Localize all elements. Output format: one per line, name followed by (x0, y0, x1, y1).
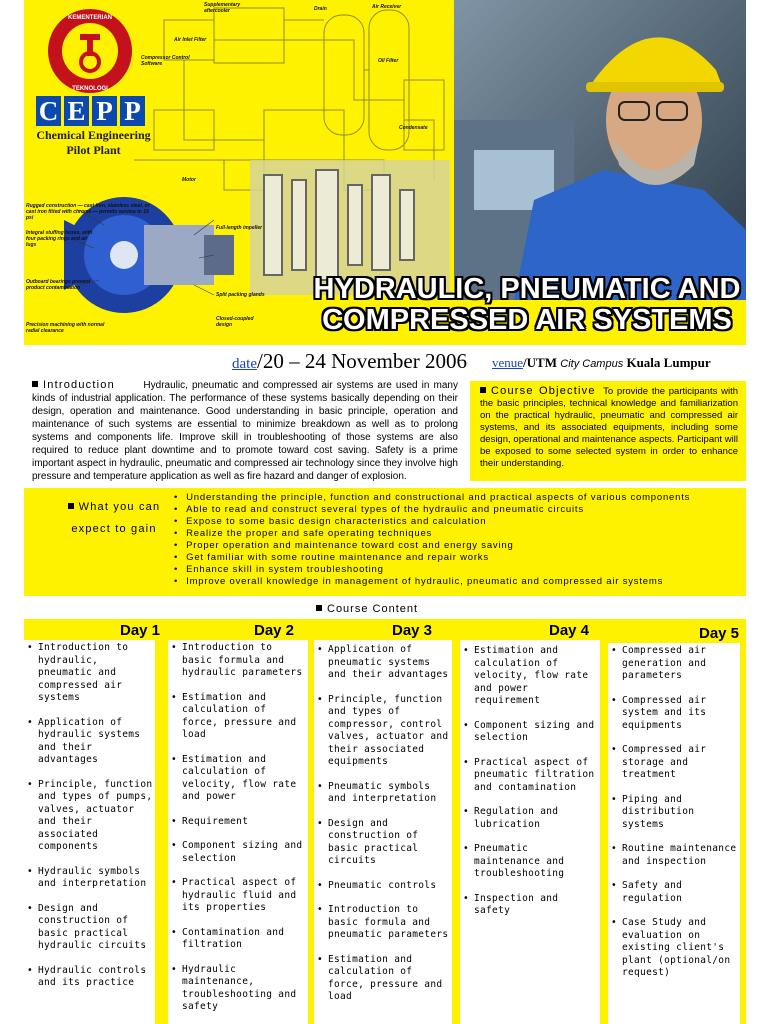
list-item: • Compressed air system and its equipments (608, 695, 740, 733)
bullet-square-icon (32, 381, 38, 387)
list-item: • Able to read and construct several types of the hydraulic and pneumatic circuits (174, 504, 744, 516)
callout-label: Air Inlet Filter (174, 37, 207, 43)
svg-text:KEMENTERIAN: KEMENTERIAN (67, 15, 113, 21)
hero-banner (24, 0, 746, 345)
callout-label: Oil Filter (378, 58, 399, 64)
university-seal-logo (36, 6, 144, 96)
list-item: • Estimation and calculation of velocity, flow rate and power (168, 754, 308, 804)
course-objective-section (470, 381, 746, 481)
logo-letter: C (36, 96, 61, 126)
day-4-column (460, 640, 600, 1024)
list-item: • Principle, function and types of compressor, control valves, actuator and their associated equipments (314, 694, 452, 769)
list-item: • Get familiar with some routine maintenance and repair works (174, 552, 744, 564)
callout-label: Motor (182, 177, 196, 183)
day-3-title: Day 3 (392, 622, 433, 639)
list-item: • Contamination and filtration (168, 927, 308, 952)
date-label: date (232, 356, 257, 372)
day-2-column (168, 640, 308, 1024)
event-date (232, 349, 467, 374)
cepp-logo (36, 96, 151, 156)
event-venue (492, 355, 711, 371)
logo-subtitle: Chemical Engineering (36, 128, 151, 142)
callout-label: Split packing glands (216, 292, 265, 298)
list-item: • Design and construction of basic practical circuits (314, 818, 452, 868)
day-1-title: Day 1 (120, 622, 161, 639)
day-1-column (24, 640, 155, 1024)
list-item: • Hydraulic symbols and interpretation (24, 866, 155, 891)
list-item: • Introduction to basic formula and hydraulic parameters (168, 642, 308, 680)
course-title (309, 274, 745, 336)
list-item: • Pneumatic symbols and interpretation (314, 781, 452, 806)
list-item: • Requirement (168, 816, 308, 829)
callout-label: Compressor Control Software (141, 55, 190, 67)
day-5-column (608, 643, 740, 1024)
logo-letter: P (120, 96, 145, 126)
svg-text:TEKNOLOGI: TEKNOLOGI (72, 86, 108, 92)
list-item: • Safety and regulation (608, 880, 740, 905)
venue-city: Kuala Lumpur (623, 355, 711, 370)
expectations-list (174, 492, 744, 588)
list-item: • Design and construction of basic practical hydraulic circuits (24, 903, 155, 953)
day-5-topics (608, 645, 740, 980)
expect-heading-line1: What you can (78, 501, 161, 513)
list-item: • Hydraulic controls and its practice (24, 965, 155, 990)
callout-label: Rugged construction — cast iron, stainless steel, or cast iron fitted with chrome — permits service to 15 psi (26, 203, 150, 221)
logo-letter: E (64, 96, 89, 126)
list-item: • Inspection and safety (460, 893, 600, 918)
list-item: • Estimation and calculation of force, pressure and load (168, 692, 308, 742)
list-item: • Estimation and calculation of force, pressure and load (314, 954, 452, 1004)
list-item: • Application of pneumatic systems and their advantages (314, 644, 452, 682)
list-item: • Improve overall knowledge in management of hydraulic, pneumatic and compressed air systems (174, 576, 744, 588)
callout-label: Condensate (399, 125, 428, 131)
venue-prefix: /UTM (523, 355, 561, 370)
list-item: • Proper operation and maintenance toward cost and energy saving (174, 540, 744, 552)
day-3-topics (314, 644, 452, 1004)
date-value: /20 – 24 November 2006 (256, 349, 467, 373)
callout-label: Drain (314, 6, 327, 12)
callout-label: Supplementary aftercooler (204, 2, 241, 14)
venue-campus: City Campus (560, 358, 624, 370)
introduction-section (32, 379, 458, 483)
course-schedule (24, 619, 746, 1024)
list-item: • Compressed air generation and parameters (608, 645, 740, 683)
list-item: • Estimation and calculation of velocity, flow rate and power requirement (460, 645, 600, 708)
title-line-2: COMPRESSED AIR SYSTEMS (322, 304, 732, 336)
list-item: • Component sizing and selection (460, 720, 600, 745)
list-item: • Application of hydraulic systems and their advantages (24, 717, 155, 767)
callout-label: Closed-coupled design (216, 316, 254, 328)
list-item: • Introduction to hydraulic, pneumatic and compressed air systems (24, 642, 155, 705)
day-2-topics (168, 642, 308, 1014)
callout-label: Air Receiver (372, 4, 402, 10)
day-2-title: Day 2 (254, 622, 295, 639)
list-item: • Routine maintenance and inspection (608, 843, 740, 868)
day-5-title: Day 5 (699, 625, 740, 642)
expectations-section (24, 488, 746, 596)
list-item: • Piping and distribution systems (608, 794, 740, 832)
logo-subtitle: Pilot Plant (66, 143, 121, 157)
callout-label: Outboard bearings prevent product contamination (26, 279, 91, 291)
list-item: • Compressed air storage and treatment (608, 744, 740, 782)
venue-label: venue (492, 355, 524, 370)
expect-heading-line2: expect to gain (71, 523, 157, 535)
introduction-text: Hydraulic, pneumatic and compressed air systems are used in many kinds of industrial application. The performance of these systems basically depending on their design, operation and maintenance. Good understanding in basic principle, operation and maintenance of such systems are essential to minimize breakdown as well as to prolong systems and components life. Improve skill in troubleshooting of those systems are also required to reduce plant downtime and to promote toward cost saving. Safety is a prime important aspect in hydraulic, pneumatic and compressed air technology since they involve high pressure and temperature application as well as fire hazard and danger of explosion. (32, 380, 458, 482)
introduction-heading: Introduction (43, 379, 115, 391)
list-item: • Practical aspect of hydraulic fluid and its properties (168, 877, 308, 915)
callout-label: Precision machining with normal radial clearance (26, 322, 105, 334)
list-item: • Component sizing and selection (168, 840, 308, 865)
title-line-1: HYDRAULIC, PNEUMATIC AND (313, 273, 741, 305)
list-item: • Case Study and evaluation on existing client's plant (optional/on request) (608, 917, 740, 980)
course-content-heading (316, 603, 418, 615)
list-item: • Enhance skill in system troubleshooting (174, 564, 744, 576)
callout-label: Integral stuffing boxes, with four packing rings and air lugs (26, 230, 93, 248)
list-item: • Pneumatic controls (314, 880, 452, 893)
list-item: • Pneumatic maintenance and troubleshooting (460, 843, 600, 881)
list-item: • Practical aspect of pneumatic filtration and contamination (460, 757, 600, 795)
callout-label: Full-length impeller (216, 225, 263, 231)
list-item: • Understanding the principle, function and constructional and practical aspects of various components (174, 492, 744, 504)
day-3-column (314, 640, 452, 1024)
day-4-title: Day 4 (549, 622, 590, 639)
objective-text: To provide the participants with the basic principles, technical knowledge and familiarization on the practical hydraulic, pneumatic and compressed air systems, and its associated equipments, including some design, operational and maintenance aspects. Participant will be exposed to some selected system in order to enhance their understanding. (480, 386, 738, 469)
objective-heading: Course Objective (491, 385, 596, 397)
engineer-photo (454, 0, 746, 300)
list-item: • Realize the proper and safe operating techniques (174, 528, 744, 540)
list-item: • Introduction to basic formula and pneumatic parameters (314, 904, 452, 942)
bullet-square-icon (480, 387, 486, 393)
list-item: • Regulation and lubrication (460, 806, 600, 831)
day-4-topics (460, 645, 600, 918)
list-item: • Hydraulic maintenance, troubleshooting and safety (168, 964, 308, 1014)
expectations-heading (64, 496, 164, 540)
list-item: • Principle, function and types of pumps, valves, actuator and their associated components (24, 779, 155, 854)
bullet-square-icon (316, 605, 322, 611)
list-item: • Expose to some basic design characteristics and calculation (174, 516, 744, 528)
day-1-topics (24, 642, 155, 990)
bullet-square-icon (68, 503, 74, 509)
logo-letter: P (92, 96, 117, 126)
course-content-title: Course Content (327, 603, 419, 615)
